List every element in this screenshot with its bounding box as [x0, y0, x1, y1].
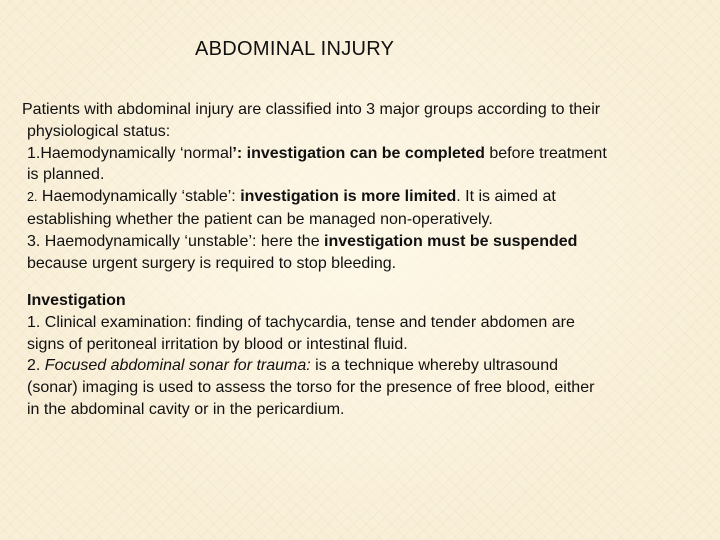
investigation-item-2-line-2: (sonar) imaging is used to assess the torso for the presence of free blood, either: [27, 379, 595, 397]
group-item-1-bold: ’: investigation can be completed: [232, 144, 485, 162]
investigation-item-2-line-3: in the abdominal cavity or in the pericardium.: [27, 400, 345, 418]
group-item-2-line-2: establishing whether the patient can be managed non-operatively.: [27, 210, 493, 228]
group-item-3-prefix: 3. Haemodynamically ‘unstable’: here the: [27, 232, 325, 250]
intro-paragraph: [22, 99, 607, 274]
investigation-item-1-line-2: signs of peritoneal irritation by blood or intestinal fluid.: [27, 335, 408, 353]
group-item-1-prefix: 1.Haemodynamically ‘normal: [27, 144, 233, 162]
group-item-2-prefix: Haemodynamically ‘stable’:: [37, 188, 241, 206]
group-item-2-number: 2.: [27, 190, 38, 205]
group-item-2-suffix: . It is aimed at: [456, 188, 556, 206]
group-item-2-bold: investigation is more limited: [240, 188, 457, 206]
investigation-heading-text: Investigation: [27, 292, 126, 309]
group-item-3-line-2: because urgent surgery is required to stop bleeding.: [27, 254, 397, 272]
group-item-2: [22, 186, 607, 209]
group-item-1-suffix: before treatment: [484, 144, 607, 162]
investigation-item-1-line-1: 1. Clinical examination: finding of tachycardia, tense and tender abdomen are: [27, 313, 575, 331]
investigation-item-2-number: 2.: [27, 357, 45, 375]
group-item-3-bold: investigation must be suspended: [324, 232, 578, 250]
investigation-heading: [27, 290, 594, 312]
slide-title: ABDOMINAL INJURY: [195, 38, 395, 60]
investigation-item-2-line-1: [27, 355, 594, 377]
investigation-item-2-rest: is a technique whereby ultrasound: [310, 357, 558, 375]
group-item-1: [22, 143, 607, 165]
intro-line-2: physiological status:: [27, 122, 171, 140]
intro-line-1: Patients with abdominal injury are classified into 3 major groups according to their: [22, 101, 601, 118]
group-item-3: [22, 231, 607, 253]
group-item-1-line-2: is planned.: [27, 166, 105, 184]
investigation-item-2-italic: Focused abdominal sonar for trauma:: [44, 357, 311, 375]
investigation-section: [27, 290, 594, 421]
